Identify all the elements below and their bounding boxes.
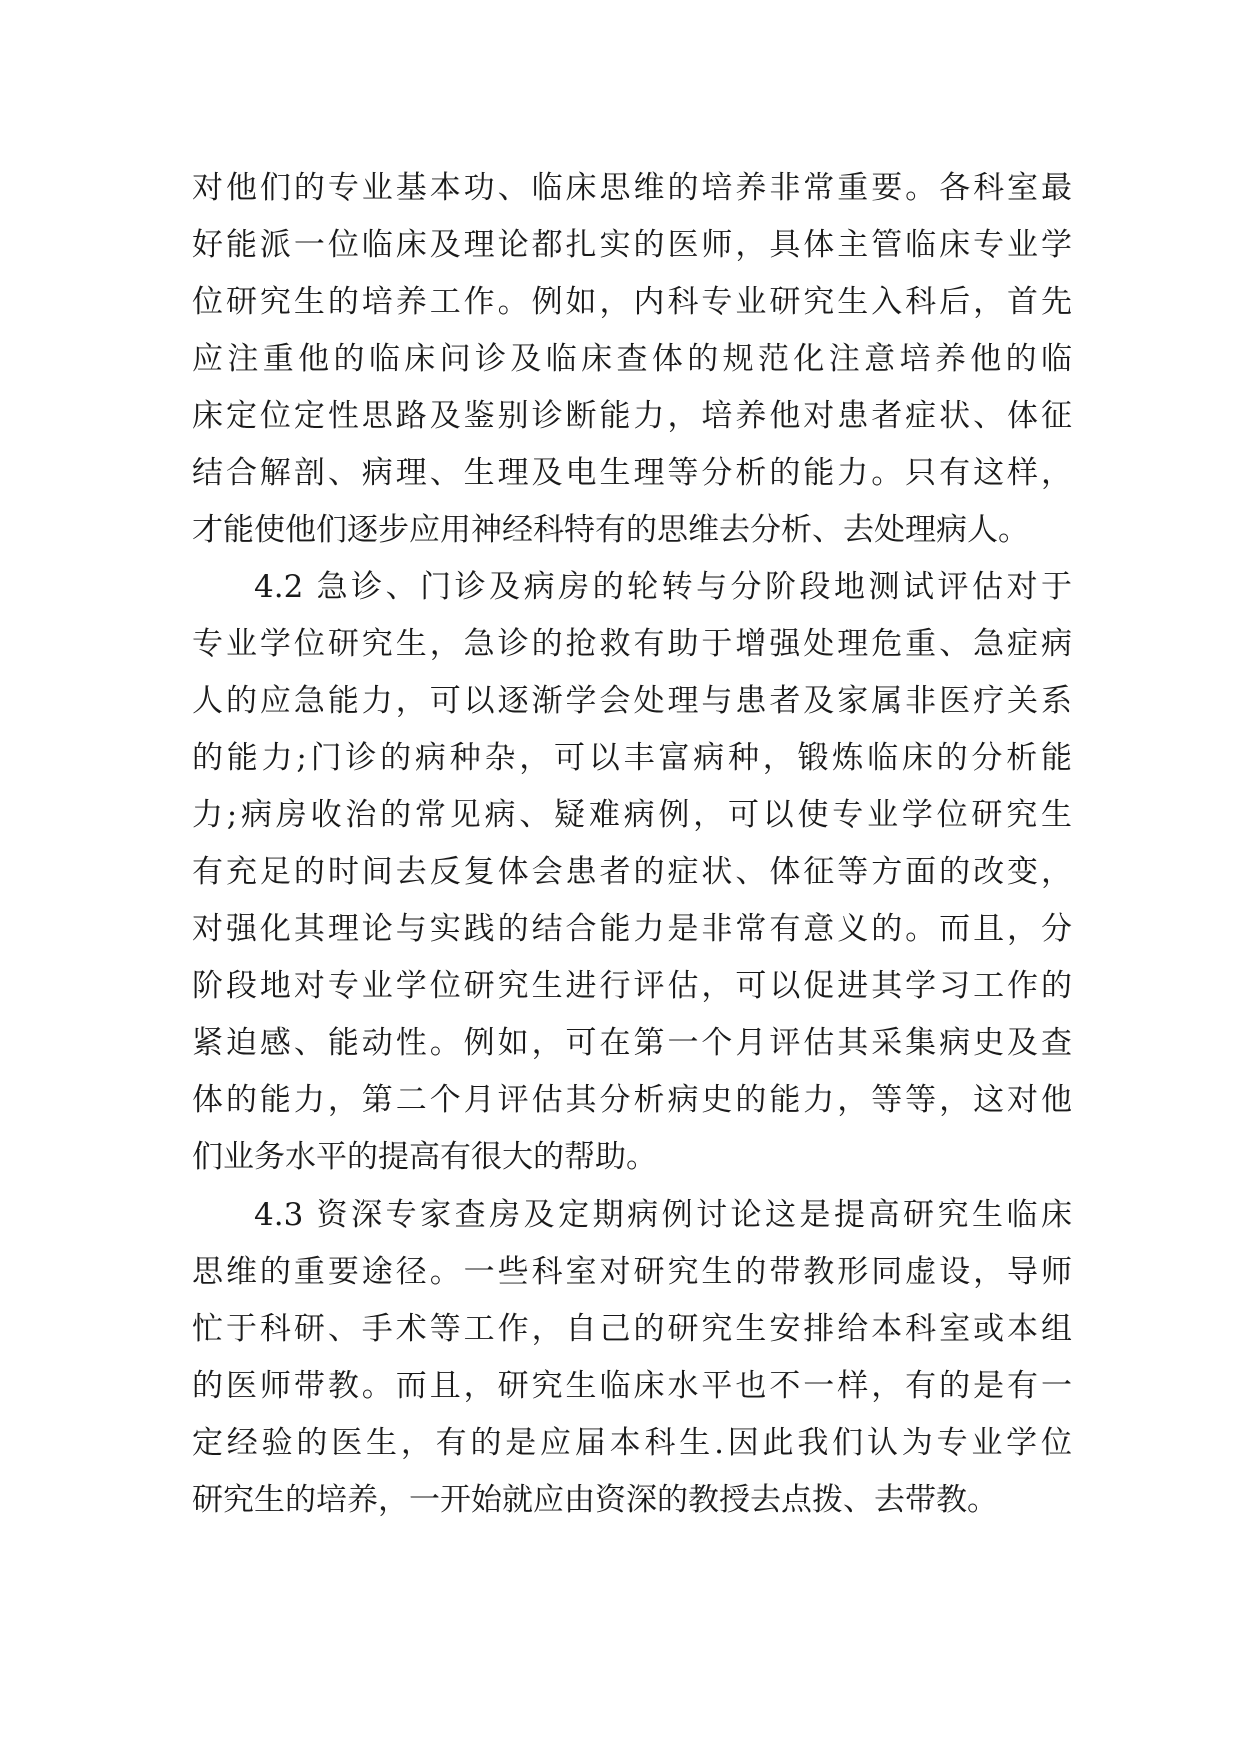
paragraph-line: 们业务水平的提高有很大的帮助。	[192, 1139, 657, 1175]
paragraph-line: 定经验的医生，有的是应届本科生.因此我们认为专业学位	[192, 1425, 1072, 1461]
paragraph-line: 对他们的专业基本功、临床思维的培养非常重要。各科室最	[192, 170, 1072, 206]
paragraph-line: 阶段地对专业学位研究生进行评估，可以促进其学习工作的	[192, 968, 1072, 1004]
paragraph-line: 位研究生的培养工作。例如，内科专业研究生入科后，首先	[192, 284, 1072, 320]
paragraph-line: 床定位定性思路及鉴别诊断能力，培养他对患者症状、体征	[192, 398, 1072, 434]
paragraph-line: 的能力;门诊的病种杂，可以丰富病种，锻炼临床的分析能	[192, 740, 1072, 776]
paragraph-line: 研究生的培养，一开始就应由资深的教授去点拨、去带教。	[192, 1482, 998, 1518]
paragraph-line: 对强化其理论与实践的结合能力是非常有意义的。而且，分	[192, 911, 1072, 947]
paragraph-line: 紧迫感、能动性。例如，可在第一个月评估其采集病史及查	[192, 1025, 1072, 1061]
paragraph-line: 思维的重要途径。一些科室对研究生的带教形同虚设，导师	[192, 1254, 1072, 1290]
paragraph-2	[192, 559, 1072, 1186]
paragraph-line: 力;病房收治的常见病、疑难病例，可以使专业学位研究生	[192, 797, 1072, 833]
section-heading-line: 4.3 资深专家查房及定期病例讨论这是提高研究生临床	[254, 1197, 1072, 1233]
paragraph-line: 专业学位研究生，急诊的抢救有助于增强处理危重、急症病	[192, 626, 1072, 662]
paragraph-line: 的医师带教。而且，研究生临床水平也不一样，有的是有一	[192, 1368, 1072, 1404]
paragraph-line: 应注重他的临床问诊及临床查体的规范化注意培养他的临	[192, 341, 1072, 377]
paragraph-3	[192, 1187, 1072, 1529]
paragraph-line: 才能使他们逐步应用神经科特有的思维去分析、去处理病人。	[192, 512, 1029, 548]
paragraph-1	[192, 160, 1072, 559]
paragraph-line: 人的应急能力，可以逐渐学会处理与患者及家属非医疗关系	[192, 683, 1072, 719]
paragraph-line: 结合解剖、病理、生理及电生理等分析的能力。只有这样，	[192, 455, 1072, 491]
section-heading-line: 4.2 急诊、门诊及病房的轮转与分阶段地测试评估对于	[254, 569, 1072, 605]
paragraph-line: 有充足的时间去反复体会患者的症状、体征等方面的改变，	[192, 854, 1072, 890]
paragraph-line: 好能派一位临床及理论都扎实的医师，具体主管临床专业学	[192, 227, 1072, 263]
paragraph-line: 忙于科研、手术等工作，自己的研究生安排给本科室或本组	[192, 1311, 1072, 1347]
paragraph-line: 体的能力，第二个月评估其分析病史的能力，等等，这对他	[192, 1082, 1072, 1118]
